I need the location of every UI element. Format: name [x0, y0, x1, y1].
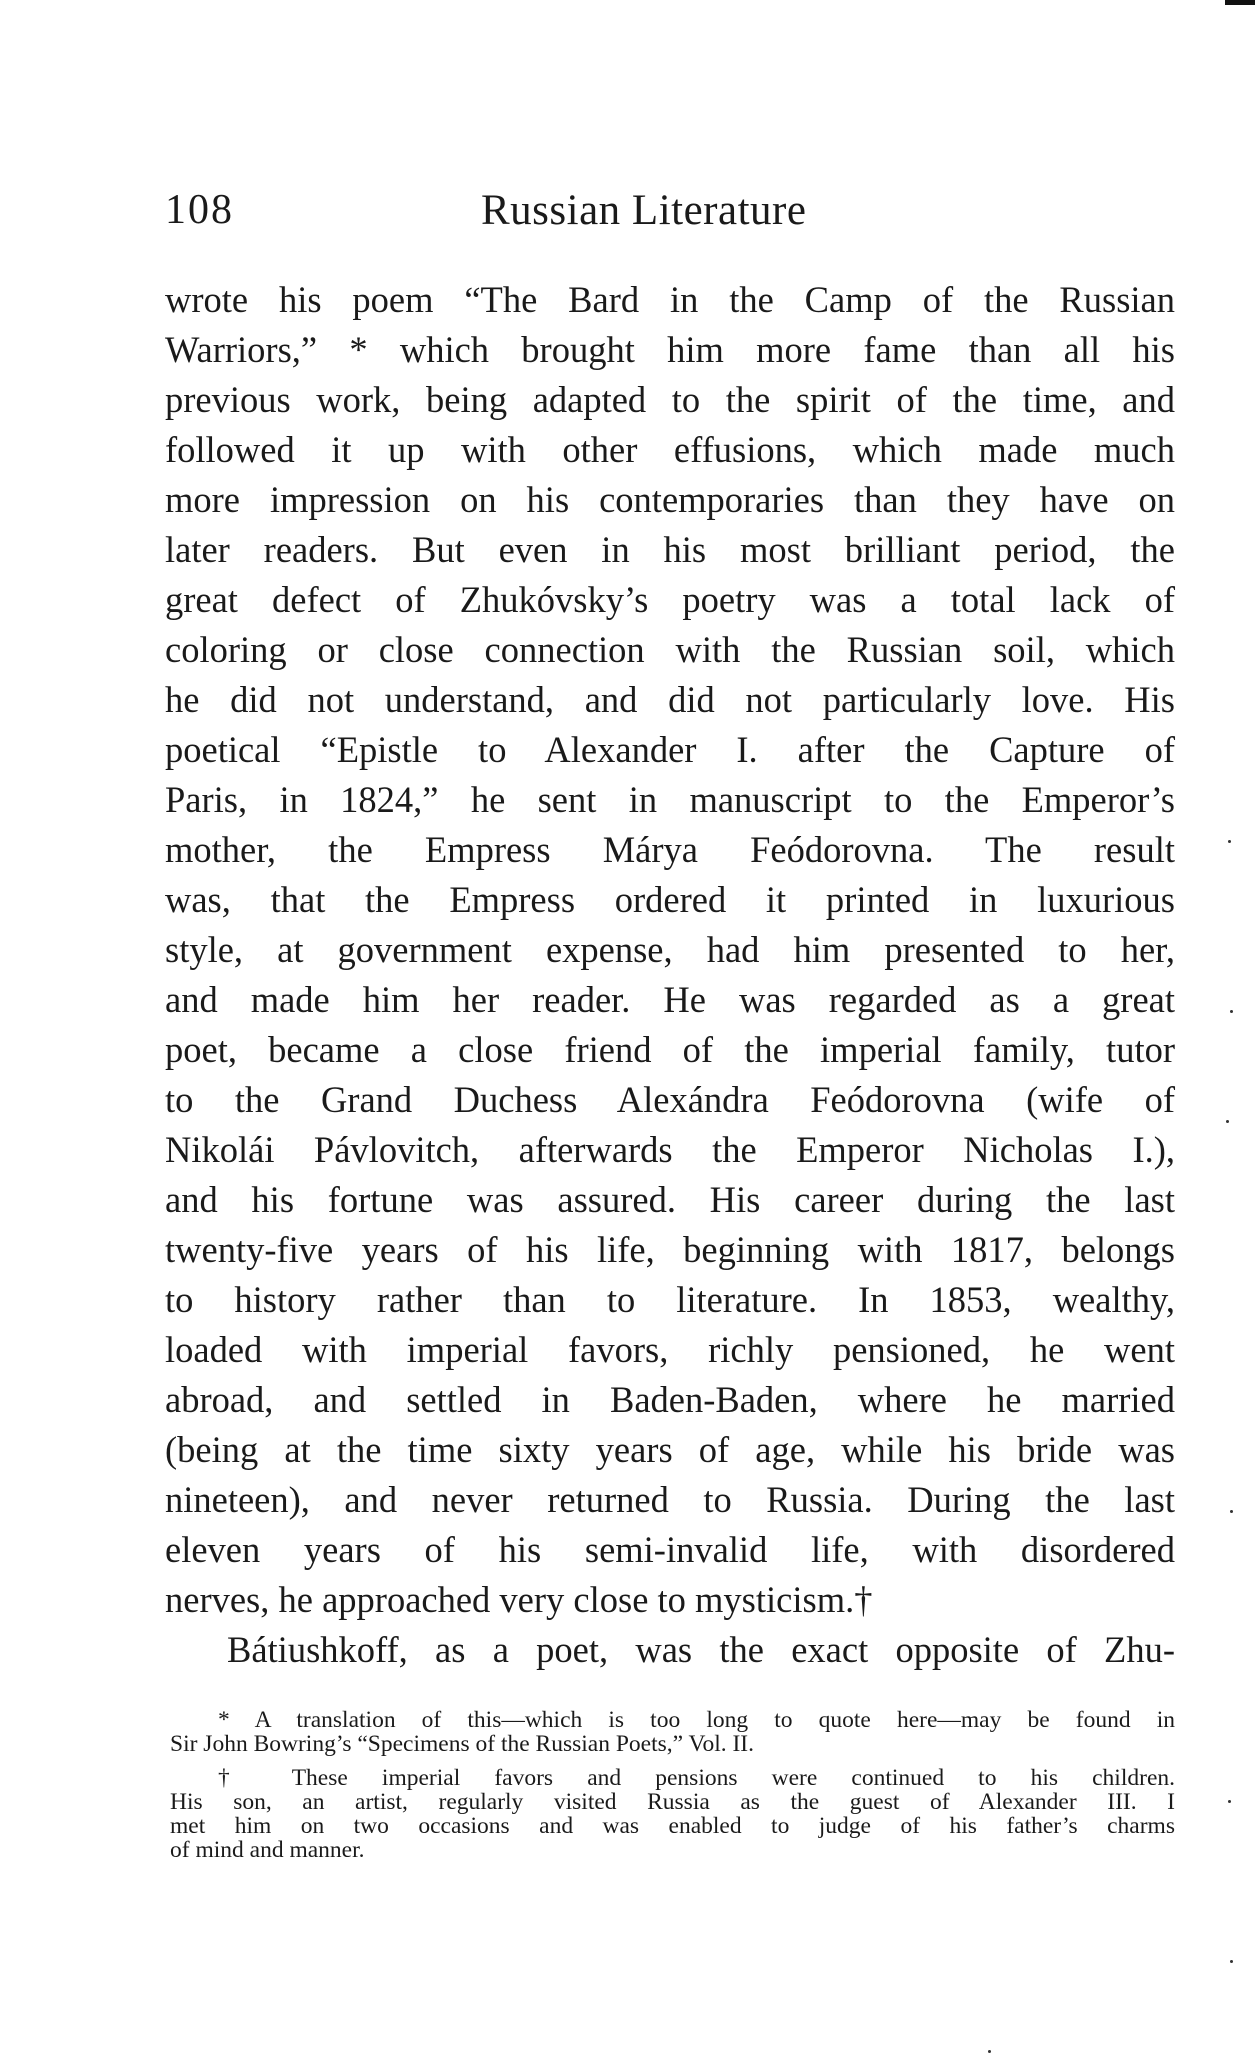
paragraph-last-line: nerves, he approached very close to mysticism.† — [165, 1579, 873, 1620]
scan-speck — [1230, 1510, 1233, 1513]
page-number: 108 — [165, 187, 234, 233]
text-line: (being at the time sixty years of age, while his bride was — [165, 1429, 1175, 1470]
text-line: was, that the Empress ordered it printed in luxurious — [165, 879, 1175, 920]
text-line: to history rather than to literature. In 1853, wealthy, — [165, 1279, 1175, 1320]
text-line: abroad, and settled in Baden-Baden, where he married — [165, 1379, 1175, 1420]
page-header — [165, 186, 1175, 246]
text-line: coloring or close connection with the Russian soil, which — [165, 629, 1175, 670]
text-line: later readers. But even in his most brilliant period, the — [165, 529, 1175, 570]
text-line: and made him her reader. He was regarded as a great — [165, 979, 1175, 1020]
text-line: more impression on his contemporaries than they have on — [165, 479, 1175, 520]
text-line: twenty-five years of his life, beginning with 1817, belongs — [165, 1229, 1175, 1270]
text-line: poet, became a close friend of the imperial family, tutor — [165, 1029, 1175, 1070]
scan-speck — [1228, 1800, 1231, 1803]
text-line: nineteen), and never returned to Russia. During the last — [165, 1479, 1175, 1520]
text-line: to the Grand Duchess Alexándra Feódorovna (wife of — [165, 1079, 1175, 1120]
footnote-2-line: † These imperial favors and pensions were continued to his children. — [218, 1765, 1175, 1791]
footnote-2-line: His son, an artist, regularly visited Russia as the guest of Alexander III. I — [170, 1789, 1175, 1815]
scan-speck — [1230, 1960, 1233, 1963]
text-line: great defect of Zhukóvsky’s poetry was a total lack of — [165, 579, 1175, 620]
text-line: he did not understand, and did not particularly love. His — [165, 679, 1175, 720]
paragraph-first-line: Bátiushkoff, as a poet, was the exact opposite of Zhu- — [227, 1629, 1175, 1670]
scan-speck — [1228, 840, 1231, 843]
scan-speck — [1230, 1010, 1233, 1013]
text-line: Nikolái Pávlovitch, afterwards the Emperor Nicholas I.), — [165, 1129, 1175, 1170]
footnote-2-line: met him on two occasions and was enabled to judge of his father’s charms — [170, 1813, 1175, 1839]
body-text — [165, 275, 1175, 1675]
footnotes — [170, 1708, 1175, 1862]
text-line: Warriors,” * which brought him more fame than all his — [165, 329, 1175, 370]
text-line: followed it up with other effusions, which made much — [165, 429, 1175, 470]
text-line: mother, the Empress Márya Feódorovna. The result — [165, 829, 1175, 870]
text-line: wrote his poem “The Bard in the Camp of the Russian — [165, 279, 1175, 320]
scan-speck — [1226, 1120, 1229, 1123]
text-line: poetical “Epistle to Alexander I. after the Capture of — [165, 729, 1175, 770]
page-edge-mark — [1225, 0, 1255, 5]
footnote-1-line: * A translation of this—which is too long to quote here—may be found in — [218, 1707, 1175, 1733]
footnote-2-line: of mind and manner. — [170, 1837, 365, 1863]
running-title: Russian Literature — [481, 187, 807, 234]
text-line: and his fortune was assured. His career during the last — [165, 1179, 1175, 1220]
text-line: style, at government expense, had him presented to her, — [165, 929, 1175, 970]
text-line: previous work, being adapted to the spirit of the time, and — [165, 379, 1175, 420]
text-line: loaded with imperial favors, richly pensioned, he went — [165, 1329, 1175, 1370]
text-line: eleven years of his semi-invalid life, with disordered — [165, 1529, 1175, 1570]
footnote-1-line: Sir John Bowring’s “Specimens of the Russian Poets,” Vol. II. — [170, 1731, 755, 1757]
scan-speck — [988, 2050, 991, 2053]
text-line: Paris, in 1824,” he sent in manuscript to the Emperor’s — [165, 779, 1175, 820]
